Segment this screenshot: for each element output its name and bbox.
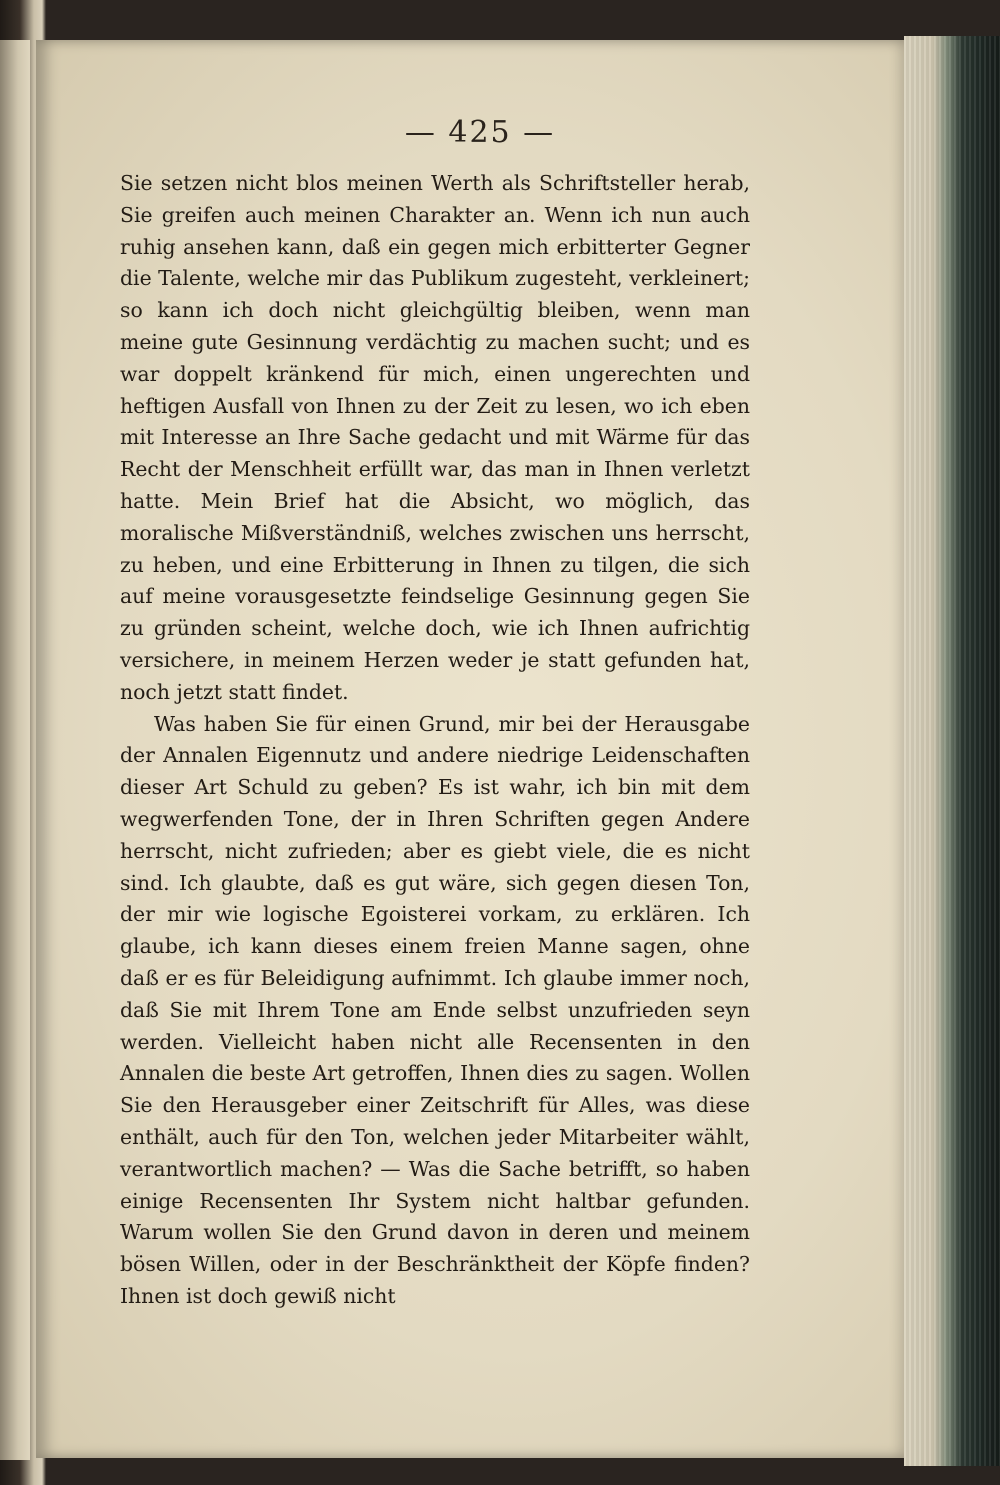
left-page-edge [0,40,30,1460]
page-number: — 425 — [404,115,556,150]
page-edge-stripes [904,36,1000,1466]
page-text [120,168,750,1313]
book-page [36,40,904,1458]
book-edge [904,36,1000,1466]
paragraph: Was haben Sie für einen Grund, mir bei der Herausgabe der Annalen Eigennutz und andere niedrige Leidenschaften dieser Art Schuld zu geben? Es ist wahr, ich bin mit dem wegwerfenden Tone, der in Ihren Schriften gegen Andere herrscht, nicht zufrieden; aber es giebt viele, die es nicht sind. Ich glaubte, daß es gut wäre, sich gegen diesen Ton, der mir wie logische Egoisterei vorkam, zu erklären. Ich glaube, ich kann dieses einem freien Manne sagen, ohne daß er es für Beleidigung aufnimmt. Ich glaube immer noch, daß Sie mit Ihrem Tone am Ende selbst unzufrieden seyn werden. Vielleicht haben nicht alle Recensenten in den Annalen die beste Art getroffen, Ihnen dies zu sagen. Wollen Sie den Herausgeber einer Zeitschrift für Alles, was diese enthält, auch für den Ton, welchen jeder Mitarbeiter wählt, verantwortlich machen? — Was die Sache betrifft, so haben einige Recensenten Ihr System nicht haltbar gefunden. Warum wollen Sie den Grund davon in deren und meinem bösen Willen, oder in der Beschränktheit der Köpfe finden? Ihnen ist doch gewiß nicht [120,711,750,1308]
paragraph: Sie setzen nicht blos meinen Werth als Schriftsteller herab, Sie greifen auch meinen Charakter an. Wenn ich nun auch ruhig ansehen kann, daß ein gegen mich erbitterter Gegner die Talente, welche mir das Publikum zugesteht, verkleinert; so kann ich doch nicht gleichgültig bleiben, wenn man meine gute Gesinnung verdächtig zu machen sucht; und es war doppelt kränkend für mich, einen ungerechten und heftigen Ausfall von Ihnen zu der Zeit zu lesen, wo ich eben mit Interesse an Ihre Sache gedacht und mit Wärme für das Recht der Menschheit erfüllt war, das man in Ihnen verletzt hatte. Mein Brief hat die Absicht, wo möglich, das moralische Mißverständniß, welches zwischen uns herrscht, zu heben, und eine Erbitterung in Ihnen zu tilgen, die sich auf meine vorausgesetzte feindselige Gesinnung gegen Sie zu gründen scheint, welche doch, wie ich Ihnen aufrichtig versichere, in meinem Herzen weder je statt gefunden hat, noch jetzt statt findet. [120,171,750,704]
